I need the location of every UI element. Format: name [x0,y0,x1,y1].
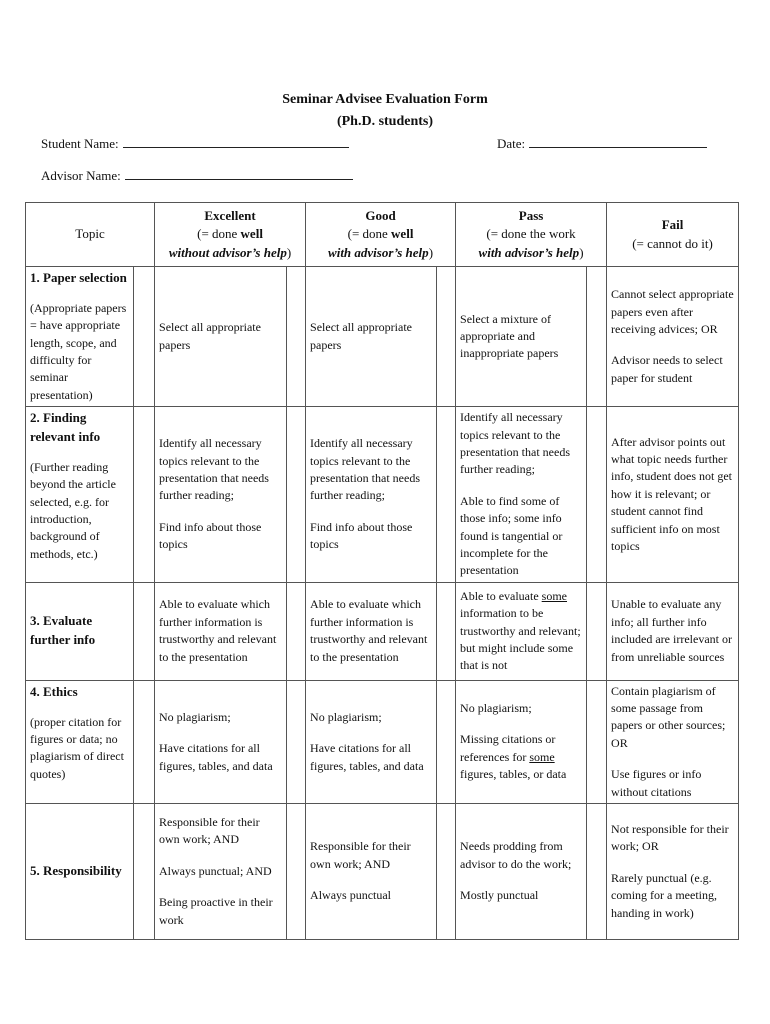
form-subtitle: (Ph.D. students) [336,114,434,129]
header-excellent: Excellent (= done well without advisor’s help) [155,203,306,267]
table-row [26,407,739,583]
cell-good: Responsible for their own work; AND Always punctual [306,804,437,940]
header-fail: Fail (= cannot do it) [607,203,739,267]
cell-good: Identify all necessary topics relevant to the presentation that needs further reading; Find info about those topics [306,407,437,583]
evaluation-rubric-table [25,202,739,940]
topic-responsibility: 5. Responsibility [26,804,134,940]
table-row [26,582,739,680]
table-row [26,804,739,940]
student-name-field [41,136,349,152]
cell-good: Select all appropriate papers [306,267,437,407]
cell-fail: Cannot select appropriate papers even after receiving advices; OR Advisor needs to select paper for student [607,267,739,407]
cell-pass: No plagiarism; Missing citations or references for some figures, tables, or data [456,680,587,803]
cell-pass: Select a mixture of appropriate and inappropriate papers [456,267,587,407]
header-row [26,203,739,267]
table-row [26,267,739,407]
cell-fail: Not responsible for their work; OR Rarely punctual (e.g. coming for a meeting, handing in work) [607,804,739,940]
advisor-name-line [125,169,353,180]
cell-fail: Contain plagiarism of some passage from papers or other sources; OR Use figures or info without citations [607,680,739,803]
cell-pass: Identify all necessary topics relevant to the presentation that needs further reading; Able to find some of those info; some info found is tangential or incomplete for the presentation [456,407,587,583]
advisor-name-field [41,168,353,184]
header-good: Good (= done well with advisor’s help) [306,203,456,267]
cell-excellent: Select all appropriate papers [155,267,287,407]
cell-excellent: Identify all necessary topics relevant to the presentation that needs further reading; Find info about those topics [155,407,287,583]
student-name-line [123,137,349,148]
form-title: Seminar Advisee Evaluation Form [282,92,488,107]
topic-evaluate-further-info: 3. Evaluate further info [26,582,134,680]
header-topic: Topic [26,203,155,267]
cell-excellent: Able to evaluate which further information is trustworthy and relevant to the presentation [155,582,287,680]
date-label: Date: [497,136,526,151]
cell-good: Able to evaluate which further information is trustworthy and relevant to the presentation [306,582,437,680]
cell-good: No plagiarism; Have citations for all figures, tables, and data [306,680,437,803]
topic-paper-selection: 1. Paper selection (Appropriate papers = have appropriate length, scope, and difficulty for seminar presentation) [26,267,134,407]
student-name-label: Student Name: [41,136,119,151]
advisor-name-label: Advisor Name: [41,168,121,183]
header-pass: Pass (= done the work with advisor’s help) [456,203,607,267]
cell-pass: Needs prodding from advisor to do the work; Mostly punctual [456,804,587,940]
cell-fail: After advisor points out what topic needs further info, student does not get how it is relevant; or student cannot find sufficient info on most topics [607,407,739,583]
cell-excellent: Responsible for their own work; AND Always punctual; AND Being proactive in their work [155,804,287,940]
table-row [26,680,739,803]
cell-fail: Unable to evaluate any info; all further info included are irrelevant or from unreliable sources [607,582,739,680]
topic-finding-relevant-info: 2. Finding relevant info (Further reading beyond the article selected, e.g. for introduction, background of methods, etc.) [26,407,134,583]
date-line [529,137,707,148]
cell-excellent: No plagiarism; Have citations for all figures, tables, and data [155,680,287,803]
cell-pass: Able to evaluate some information to be trustworthy and relevant; but might include some that is not [456,582,587,680]
topic-ethics: 4. Ethics (proper citation for figures or data; no plagiarism of direct quotes) [26,680,134,803]
date-field [497,136,707,152]
